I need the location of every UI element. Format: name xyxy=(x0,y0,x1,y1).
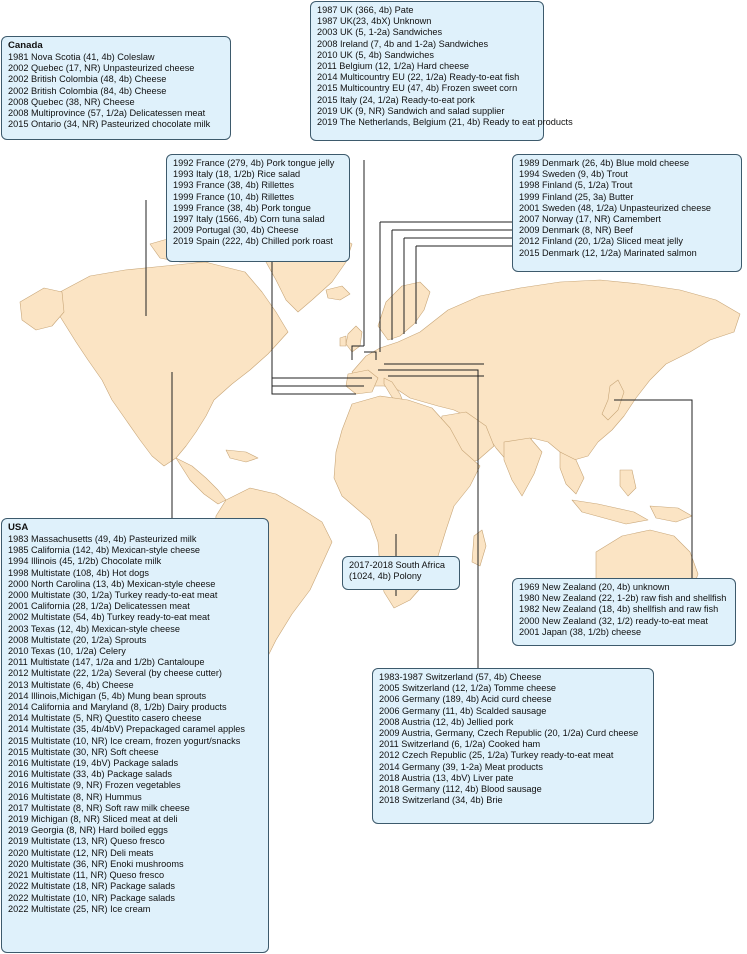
outbreak-entry: 1999 Finland (25, 3a) Butter xyxy=(519,191,634,202)
outbreak-entry: 2003 Texas (12, 4b) Mexican-style cheese xyxy=(8,623,180,634)
outbreak-entry: 2014 Multistate (35, 4b/4bV) Prepackaged caramel apples xyxy=(8,724,245,735)
outbreak-entry: 2018 Austria (13, 4bV) Liver pate xyxy=(379,772,514,783)
outbreak-entry: 1969 New Zealand (20, 4b) unknown xyxy=(519,582,670,592)
outbreak-entry: 2002 Multistate (54, 4b) Turkey ready-to-eat meat xyxy=(8,612,210,623)
box-title: Canada xyxy=(8,40,43,51)
outbreak-entry: 2020 Multistate (12, NR) Deli meats xyxy=(8,847,154,858)
outbreak-entry: 2014 Multistate (5, NR) Questito casero cheese xyxy=(8,713,202,724)
box-south-africa xyxy=(342,556,460,590)
outbreak-entry: 2007 Norway (17, NR) Camembert xyxy=(519,214,661,225)
outbreak-entry: 1983-1987 Switzerland (57, 4b) Cheese xyxy=(379,672,542,682)
outbreak-entry: 2015 Multistate (10, NR) Ice cream, frozen yogurt/snacks xyxy=(8,735,241,746)
outbreak-entry: 2011 Belgium (12, 1/2a) Hard cheese xyxy=(317,61,470,72)
outbreak-entry: 2019 The Netherlands, Belgium (21, 4b) Ready to eat products xyxy=(317,117,573,128)
outbreak-entry: 1997 Italy (1566, 4b) Corn tuna salad xyxy=(173,214,325,225)
outbreak-entry: 2005 Switzerland (12, 1/2a) Tomme cheese xyxy=(379,683,557,694)
outbreak-entry: 2022 Multistate (18, NR) Package salads xyxy=(8,881,175,892)
outbreak-entry: 1981 Nova Scotia (41, 4b) Coleslaw xyxy=(8,52,155,62)
outbreak-entry: 2009 Portugal (30, 4b) Cheese xyxy=(173,225,299,236)
outbreak-entry: 2021 Multistate (11, NR) Queso fresco xyxy=(8,870,165,881)
outbreak-entry: 1987 UK (366, 4b) Pate xyxy=(317,5,414,15)
outbreak-entry: 2014 Multicountry EU (22, 1/2a) Ready-to-eat fish xyxy=(317,72,520,83)
outbreak-entry: 2022 Multistate (25, NR) Ice cream xyxy=(8,903,151,914)
outbreak-entry: 2009 Austria, Germany, Czech Republic (20, 1/2a) Curd cheese xyxy=(379,728,639,739)
outbreak-entry: 2017 Multistate (8, NR) Soft raw milk cheese xyxy=(8,802,190,813)
outbreak-entry: 2001 Sweden (48, 1/2a) Unpasteurized cheese xyxy=(519,202,712,213)
outbreak-entry: 1987 UK(23, 4bX) Unknown xyxy=(317,16,432,27)
outbreak-entry: 2002 Quebec (17, NR) Unpasteurized cheese xyxy=(8,63,195,74)
outbreak-entry: 2006 Germany (189, 4b) Acid curd cheese xyxy=(379,694,552,705)
outbreak-entry: 2008 Multiprovince (57, 1/2a) Delicatessen meat xyxy=(8,108,206,119)
outbreak-entry: 2015 Ontario (34, NR) Pasteurized chocolate milk xyxy=(8,119,211,130)
box-canada xyxy=(1,36,231,140)
outbreak-entry: 2000 North Carolina (13, 4b) Mexican-style cheese xyxy=(8,578,216,589)
outbreak-entry: 2015 Multistate (30, NR) Soft cheese xyxy=(8,746,159,757)
outbreak-entry: 2016 Multistate (33, 4b) Package salads xyxy=(8,769,172,780)
outbreak-entry: 2011 Multistate (147, 1/2a and 1/2b) Cantaloupe xyxy=(8,657,205,668)
outbreak-entry: 2012 Multistate (22, 1/2a) Several (by cheese cutter) xyxy=(8,668,222,679)
outbreak-entry: 2008 Multistate (20, 1/2a) Sprouts xyxy=(8,634,147,645)
outbreak-entry: 2019 Spain (222, 4b) Chilled pork roast xyxy=(173,236,333,247)
outbreak-entry: 2022 Multistate (10, NR) Package salads xyxy=(8,892,175,903)
box-nordic xyxy=(512,154,742,272)
outbreak-entry: 2014 Illinois,Michigan (5, 4b) Mung bean sprouts xyxy=(8,690,207,701)
outbreak-entry: 2014 Germany (39, 1-2a) Meat products xyxy=(379,761,543,772)
box-france-south xyxy=(166,154,350,262)
outbreak-entry: 2000 Multistate (30, 1/2a) Turkey ready-to-eat meat xyxy=(8,590,218,601)
outbreak-entry: 2019 Michigan (8, NR) Sliced meat at deli xyxy=(8,814,178,825)
outbreak-entry: 2006 Germany (11, 4b) Scalded sausage xyxy=(379,705,547,716)
outbreak-entry: 1998 Finland (5, 1/2a) Trout xyxy=(519,180,633,191)
madagascar xyxy=(472,530,486,566)
outbreak-entry: 2001 California (28, 1/2a) Delicatessen meat xyxy=(8,601,190,612)
outbreak-entry: 1994 Illinois (45, 1/2b) Chocolate milk xyxy=(8,556,162,567)
outbreak-entry: 2016 Multistate (9, NR) Frozen vegetables xyxy=(8,780,181,791)
box-uk-eu xyxy=(310,1,573,141)
outbreak-entry: 1993 Italy (18, 1/2b) Rice salad xyxy=(173,169,301,180)
indonesia xyxy=(572,500,648,524)
alaska xyxy=(20,288,64,330)
outbreak-entry: 1992 France (279, 4b) Pork tongue jelly xyxy=(173,158,335,168)
outbreak-entry: 2013 Multistate (6, 4b) Cheese xyxy=(8,679,134,690)
iceland xyxy=(326,286,350,300)
outbreak-entry: 2019 Georgia (8, NR) Hard boiled eggs xyxy=(8,825,168,836)
outbreak-entry: 1999 France (38, 4b) Pork tongue xyxy=(173,202,311,213)
outbreak-entry: 2000 New Zealand (32, 1/2) ready-to-eat meat xyxy=(519,615,708,626)
outbreak-entry: 1999 France (10, 4b) Rillettes xyxy=(173,191,295,202)
box-central-europe xyxy=(372,668,654,824)
box-title: USA xyxy=(8,522,29,533)
outbreak-entry: 1994 Sweden (9, 4b) Trout xyxy=(519,169,628,180)
outbreak-entry: 1982 New Zealand (18, 4b) shellfish and raw fish xyxy=(519,604,719,615)
outbreak-entry: 2002 British Colombia (48, 4b) Cheese xyxy=(8,74,167,85)
outbreak-entry: 2010 UK (5, 4b) Sandwiches xyxy=(317,49,434,60)
british-isles xyxy=(346,326,362,352)
outbreak-entry: 2001 Japan (38, 1/2b) cheese xyxy=(519,626,642,637)
outbreak-entry: 2019 Multistate (13, NR) Queso fresco xyxy=(8,836,165,847)
outbreak-entry: 2009 Denmark (8, NR) Beef xyxy=(519,225,633,236)
outbreak-entry: 2002 British Colombia (84, 4b) Cheese xyxy=(8,85,167,96)
outbreak-entry: 1993 France (38, 4b) Rillettes xyxy=(173,180,295,191)
box-nz-japan xyxy=(512,578,736,646)
outbreak-entry: 2008 Austria (12, 4b) Jellied pork xyxy=(379,716,514,727)
outbreak-entry: 1980 New Zealand (22, 1-2b) raw fish and shellfish xyxy=(519,593,727,604)
outbreak-entry: 2016 Multistate (8, NR) Hummus xyxy=(8,791,142,802)
outbreak-entry: 2015 Denmark (12, 1/2a) Marinated salmon xyxy=(519,247,697,258)
outbreak-entry: 2012 Czech Republic (25, 1/2a) Turkey ready-to-eat meat xyxy=(379,750,614,761)
new-guinea xyxy=(650,506,692,522)
india xyxy=(504,438,542,496)
outbreak-entry: 1989 Denmark (26, 4b) Blue mold cheese xyxy=(519,158,690,168)
outbreak-entry: 2008 Ireland (7, 4b and 1-2a) Sandwiches xyxy=(317,38,489,49)
outbreak-entry: 2011 Switzerland (6, 1/2a) Cooked ham xyxy=(379,739,541,750)
outbreak-entry: (1024, 4b) Polony xyxy=(349,571,422,582)
box-usa xyxy=(1,518,269,953)
outbreak-entry: 2017-2018 South Africa xyxy=(349,560,446,570)
outbreak-entry: 2015 Italy (24, 1/2a) Ready-to-eat pork xyxy=(317,94,475,105)
central-america xyxy=(176,458,226,504)
outbreak-entry: 2018 Germany (112, 4b) Blood sausage xyxy=(379,784,542,795)
outbreak-entry: 1998 Multistate (108, 4b) Hot dogs xyxy=(8,567,149,578)
outbreak-entry: 2019 UK (9, NR) Sandwich and salad supplier xyxy=(317,105,505,116)
outbreak-entry: 2016 Multistate (19, 4bV) Package salads xyxy=(8,758,179,769)
outbreak-entry: 2015 Multicountry EU (47, 4b) Frozen sweet corn xyxy=(317,83,518,94)
outbreak-entry: 1985 California (142, 4b) Mexican-style cheese xyxy=(8,545,201,556)
outbreak-entry: 2012 Finland (20, 1/2a) Sliced meat jelly xyxy=(519,236,683,247)
outbreak-entry: 2003 UK (5, 1-2a) Sandwiches xyxy=(317,27,443,38)
outbreak-entry: 2010 Texas (10, 1/2a) Celery xyxy=(8,646,126,657)
outbreak-entry: 1983 Massachusetts (49, 4b) Pasteurized milk xyxy=(8,534,197,544)
outbreak-entry: 2020 Multistate (36, NR) Enoki mushrooms xyxy=(8,858,184,869)
outbreak-entry: 2018 Switzerland (34, 4b) Brie xyxy=(379,795,503,806)
outbreak-entry: 2014 California and Maryland (8, 1/2b) Dairy products xyxy=(8,702,227,713)
outbreak-entry: 2008 Quebec (38, NR) Cheese xyxy=(8,96,135,107)
